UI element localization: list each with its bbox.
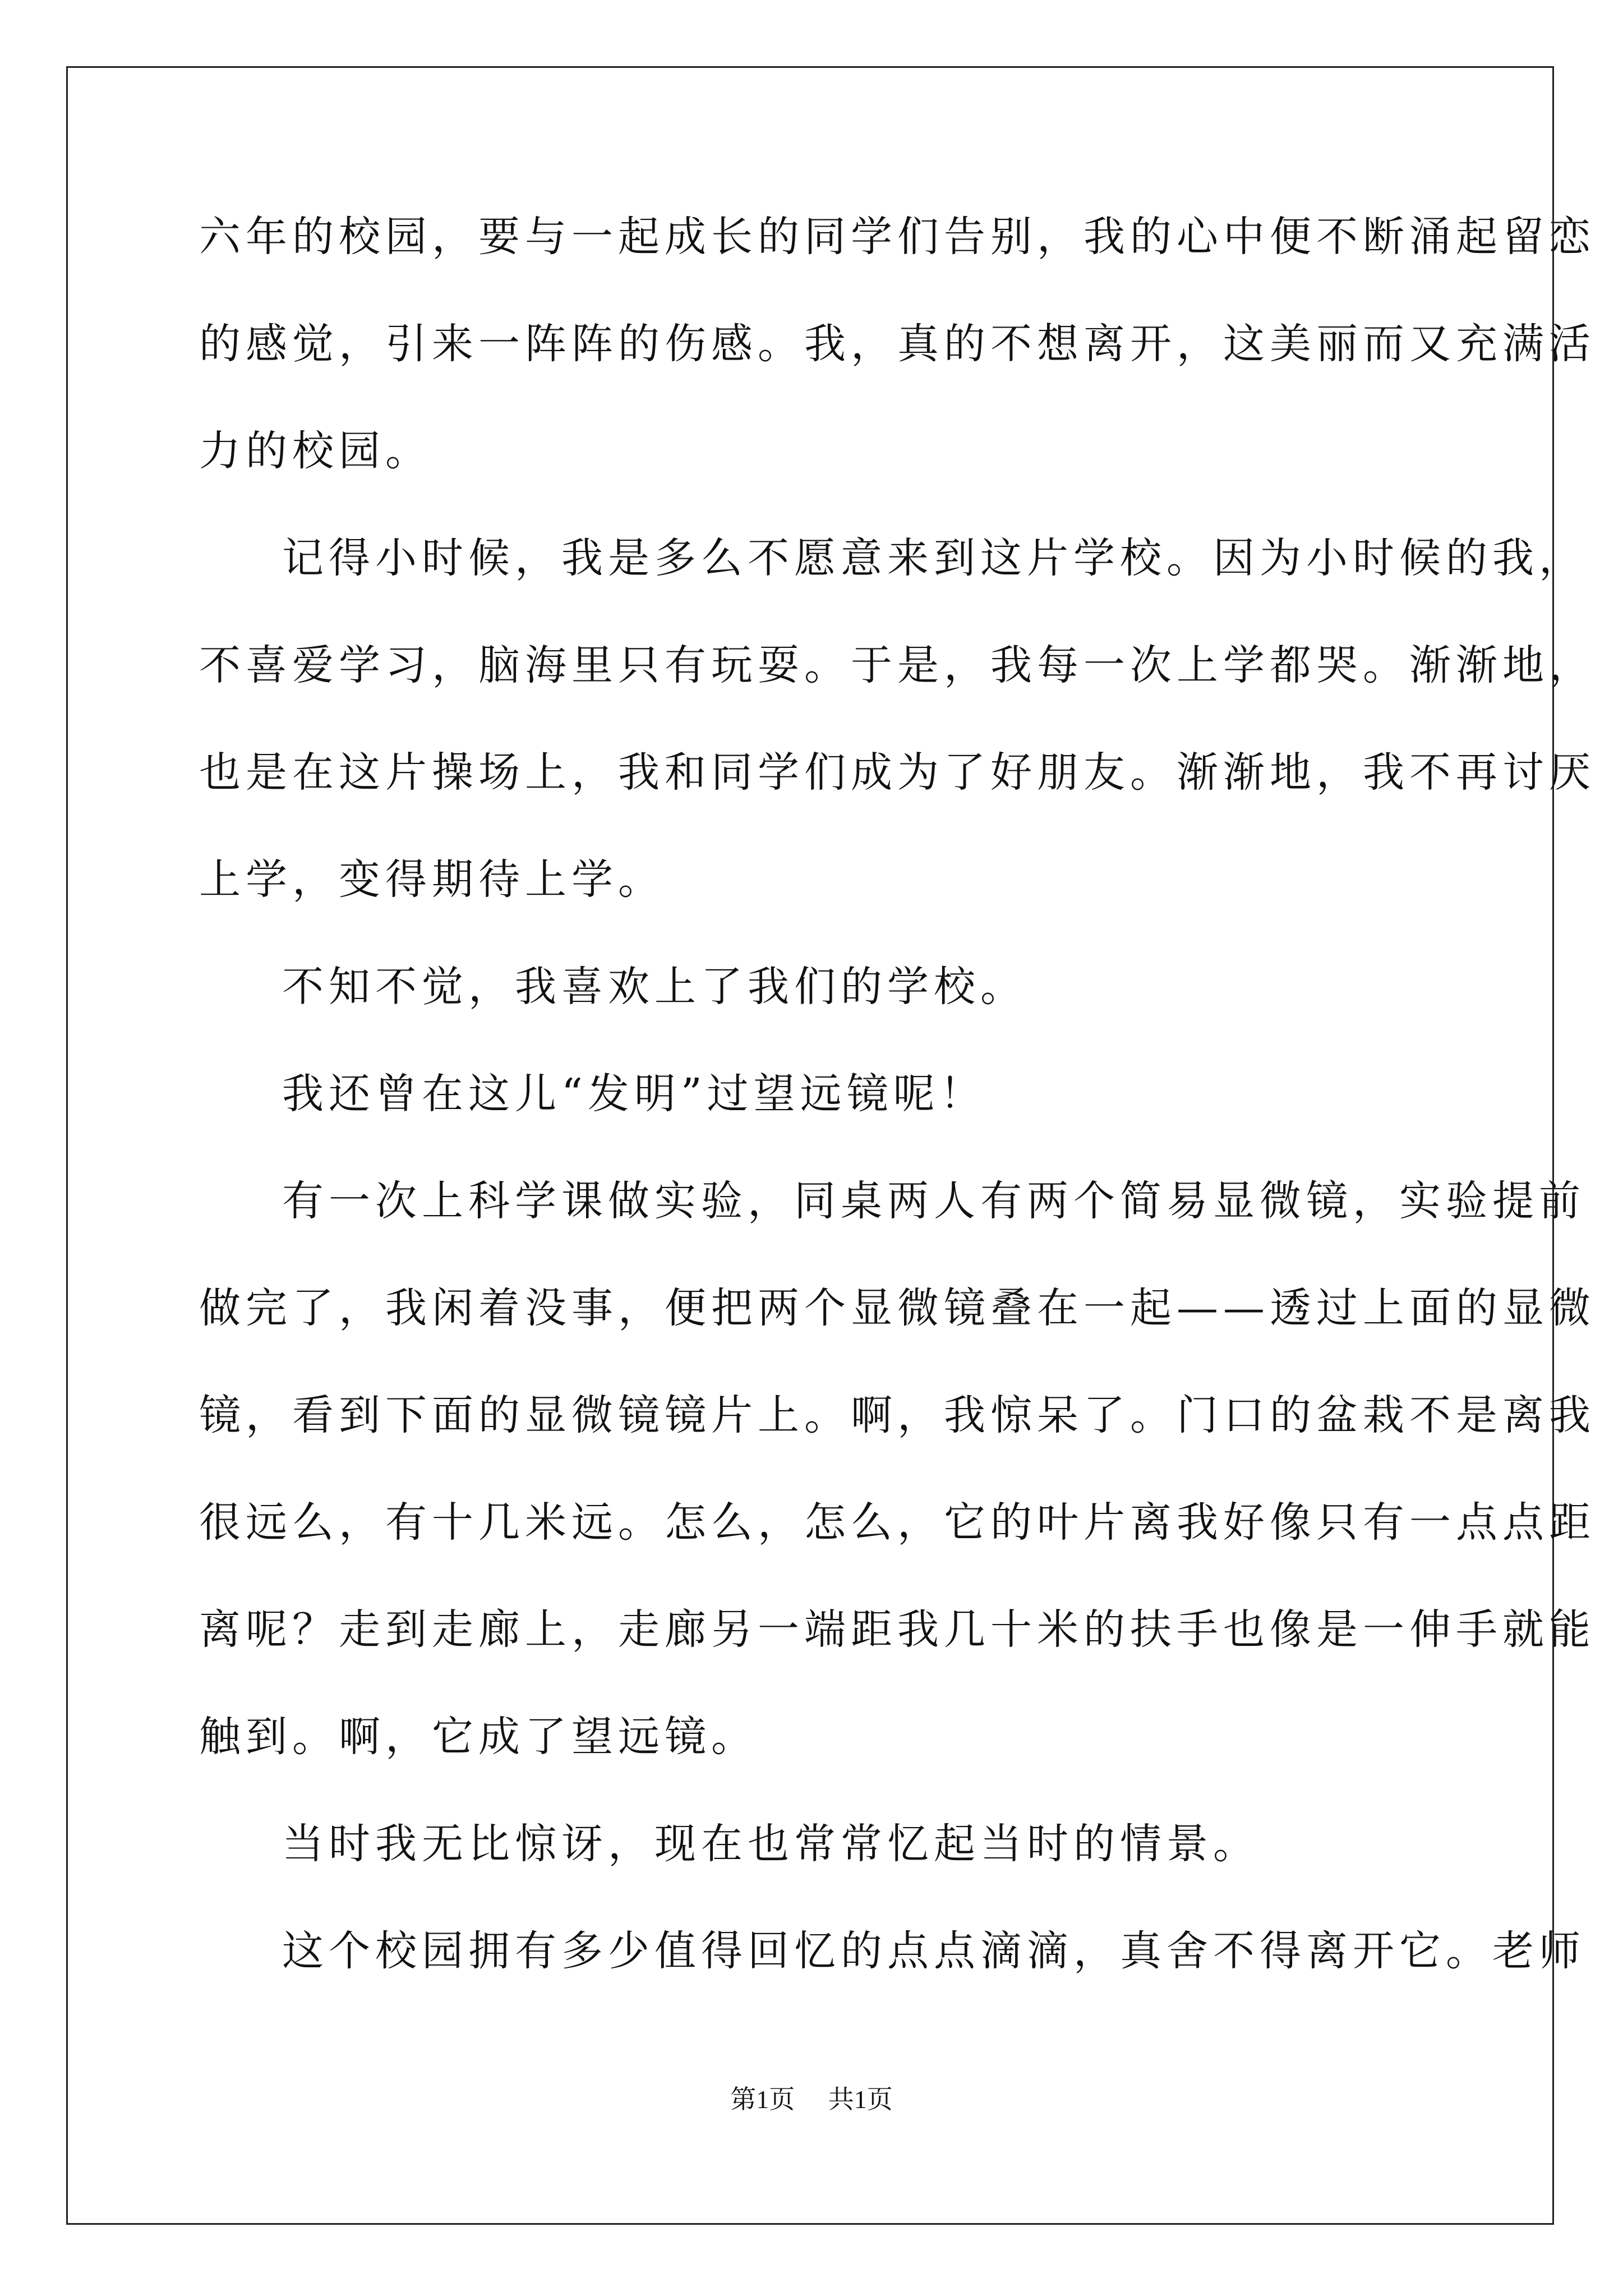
text-line: 六年的校园，要与一起成长的同学们告别，我的心中便不断涌起留恋 xyxy=(199,213,1596,261)
text-line: 有一次上科学课做实验，同桌两人有两个简易显微镜，实验提前 xyxy=(282,1177,1585,1225)
text-line: 触到。啊，它成了望远镜。 xyxy=(199,1713,758,1761)
text-line: 不喜爱学习，脑海里只有玩耍。于是，我每一次上学都哭。渐渐地， xyxy=(199,641,1596,689)
page-number: 第1页 xyxy=(730,2085,795,2114)
text-line: 我还曾在这儿“发明”过望远镜呢！ xyxy=(282,1070,986,1118)
document-body xyxy=(199,213,1596,2037)
page-total: 共1页 xyxy=(828,2085,893,2114)
text-line: 离呢？走到走廊上，走廊另一端距我几十米的扶手也像是一伸手就能 xyxy=(199,1605,1596,1654)
text-line: 也是在这片操场上，我和同学们成为了好朋友。渐渐地，我不再讨厌 xyxy=(199,748,1596,797)
text-line: 当时我无比惊讶，现在也常常忆起当时的情景。 xyxy=(282,1820,1260,1868)
text-line: 上学，变得期待上学。 xyxy=(199,855,665,904)
text-line: 很远么，有十几米远。怎么，怎么，它的叶片离我好像只有一点点距 xyxy=(199,1498,1596,1547)
text-line: 这个校园拥有多少值得回忆的点点滴滴，真舍不得离开它。老师 xyxy=(282,1927,1585,1975)
text-line: 的感觉，引来一阵阵的伤感。我，真的不想离开，这美丽而又充满活 xyxy=(199,320,1596,368)
page-footer xyxy=(0,2087,1623,2113)
text-line: 镜，看到下面的显微镜镜片上。啊，我惊呆了。门口的盆栽不是离我 xyxy=(199,1391,1596,1439)
text-line: 不知不觉，我喜欢上了我们的学校。 xyxy=(282,963,1027,1011)
text-line: 做完了，我闲着没事，便把两个显微镜叠在一起——透过上面的显微 xyxy=(199,1284,1596,1332)
text-line: 力的校园。 xyxy=(199,427,432,475)
text-line: 记得小时候，我是多么不愿意来到这片学校。因为小时候的我， xyxy=(282,534,1585,582)
